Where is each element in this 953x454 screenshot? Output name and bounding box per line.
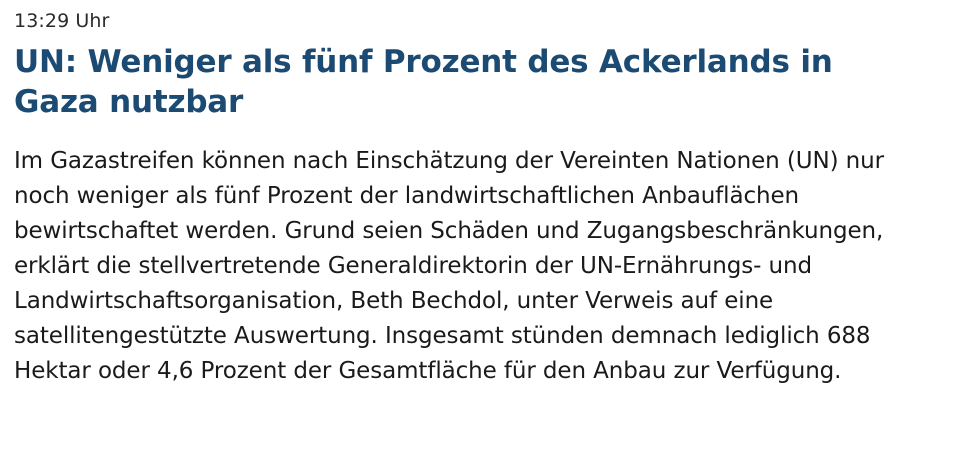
left-margin-rule — [0, 0, 4, 454]
article-headline: UN: Weniger als fünf Prozent des Ackerlands in Gaza nutzbar — [14, 44, 833, 120]
article-timestamp: 13:29 Uhr — [14, 10, 110, 32]
article-body: Im Gazastreifen können nach Einschätzung der Vereinten Nationen (UN) nur noch weniger als fünf Prozent der landwirtschaftlichen Anbauflächen bewirtschaftet werden. Grund seien Schäden und Zugangsbeschränkungen, erklärt die stellvertretende Generaldirektorin der UN-Ernährungs- und Landwirtschaftsorganisation, Beth Bechdol, unter Verweis auf eine satellitengestützte Auswertung. Insgesamt stünden demnach lediglich 688 Hektar oder 4,6 Prozent der Gesamtfläche für den Anbau zur Verfügung. — [14, 148, 884, 384]
